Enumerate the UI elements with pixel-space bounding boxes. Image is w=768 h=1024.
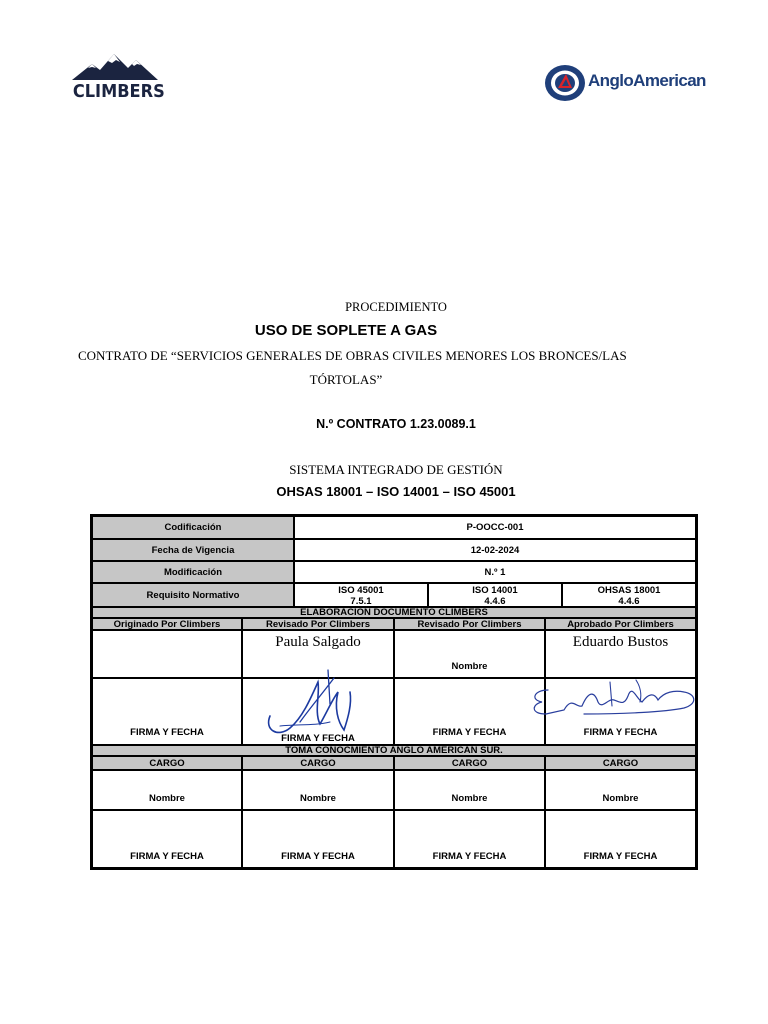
aprobador-name: Eduardo Bustos [572,634,669,650]
originado-name-cell [92,630,242,678]
firma-fecha-label: FIRMA Y FECHA [281,733,355,744]
originado-signature-cell [92,678,242,745]
anglo-emblem-icon [544,62,586,104]
codificacion-value: P-OOCC-001 [294,516,696,539]
cargo-header-4: CARGO [545,756,696,770]
anglo-signature-cell-4 [545,810,696,868]
vigencia-label: Fecha de Vigencia [92,539,294,561]
revisor-signature [260,664,360,744]
firma-fecha-label: FIRMA Y FECHA [281,851,355,862]
requisito-iso45001-standard: ISO 45001 [338,585,384,596]
revisado-signature-cell-2 [394,678,545,745]
aprobador-signature [524,676,704,724]
revisado-header-2: Revisado Por Climbers [394,618,545,630]
requisito-iso14001-clause: 4.4.6 [484,596,506,607]
contract-number: N.º CONTRATO 1.23.0089.1 [316,417,476,431]
anglo-name-cell-2 [242,770,394,810]
document-title: USO DE SOPLETE A GAS [254,322,438,339]
anglo-signature-cell-2 [242,810,394,868]
cargo-header-3: CARGO [394,756,545,770]
anglo-american-wordmark: AngloAmerican [588,71,706,90]
firma-fecha-label: FIRMA Y FECHA [583,851,658,862]
firma-fecha-label: FIRMA Y FECHA [432,851,507,862]
nombre-label: Nombre [300,793,336,804]
nombre-label: Nombre [451,793,488,804]
anglo-signature-cell-1 [92,810,242,868]
nombre-label: Nombre [149,793,185,804]
nombre-label: Nombre [602,793,639,804]
firma-fecha-label: FIRMA Y FECHA [583,727,658,738]
climbers-logo [72,52,176,108]
firma-fecha-label: FIRMA Y FECHA [432,727,507,738]
revisor-name: Paula Salgado [275,634,361,650]
document-type: PROCEDIMIENTO [345,300,447,314]
revisado-header-1: Revisado Por Climbers [242,618,394,630]
anglo-american-logo [544,60,734,106]
firma-fecha-label: FIRMA Y FECHA [130,727,204,738]
anglo-signature-cell-3 [394,810,545,868]
requisito-iso14001 [428,583,562,607]
requisito-iso45001 [294,583,428,607]
nombre-label: Nombre [451,661,488,672]
toma-conocimiento-header: TOMA CONOCMIENTO ANGLO AMERICAN SUR. [92,745,696,756]
requisito-ohsas18001 [562,583,696,607]
aprobado-name-cell [545,630,696,678]
requisito-iso14001-standard: ISO 14001 [472,585,518,596]
elaboracion-header: ELABORACIÓN DOCUMENTO CLIMBERS [92,607,696,618]
aprobado-header: Aprobado Por Climbers [545,618,696,630]
originado-header: Originado Por Climbers [92,618,242,630]
contract-description-line1: CONTRATO DE “SERVICIOS GENERALES DE OBRAS CIVILES MENORES LOS BRONCES/LAS [78,348,627,363]
requisito-iso45001-clause: 7.5.1 [350,596,372,607]
modificacion-value: N.º 1 [294,561,696,583]
cargo-header-2: CARGO [242,756,394,770]
contract-description-line2: TÓRTOLAS” [309,372,383,387]
requisito-ohsas18001-clause: 4.4.6 [618,596,640,607]
requisito-ohsas18001-standard: OHSAS 18001 [597,585,661,596]
codificacion-label: Codificación [92,516,294,539]
climbers-wordmark: CLIMBERS [72,81,165,102]
anglo-name-cell-1 [92,770,242,810]
standards-line: OHSAS 18001 – ISO 14001 – ISO 45001 [276,484,516,499]
mountain-icon [72,52,176,82]
requisito-label: Requisito Normativo [92,583,294,607]
vigencia-value: 12-02-2024 [294,539,696,561]
anglo-name-cell-4 [545,770,696,810]
management-system-name: SISTEMA INTEGRADO DE GESTIÓN [289,462,503,477]
anglo-name-cell-3 [394,770,545,810]
document-control-table [90,514,698,870]
cargo-header-1: CARGO [92,756,242,770]
revisado-name-cell-2 [394,630,545,678]
firma-fecha-label: FIRMA Y FECHA [130,851,204,862]
modificacion-label: Modificación [92,561,294,583]
